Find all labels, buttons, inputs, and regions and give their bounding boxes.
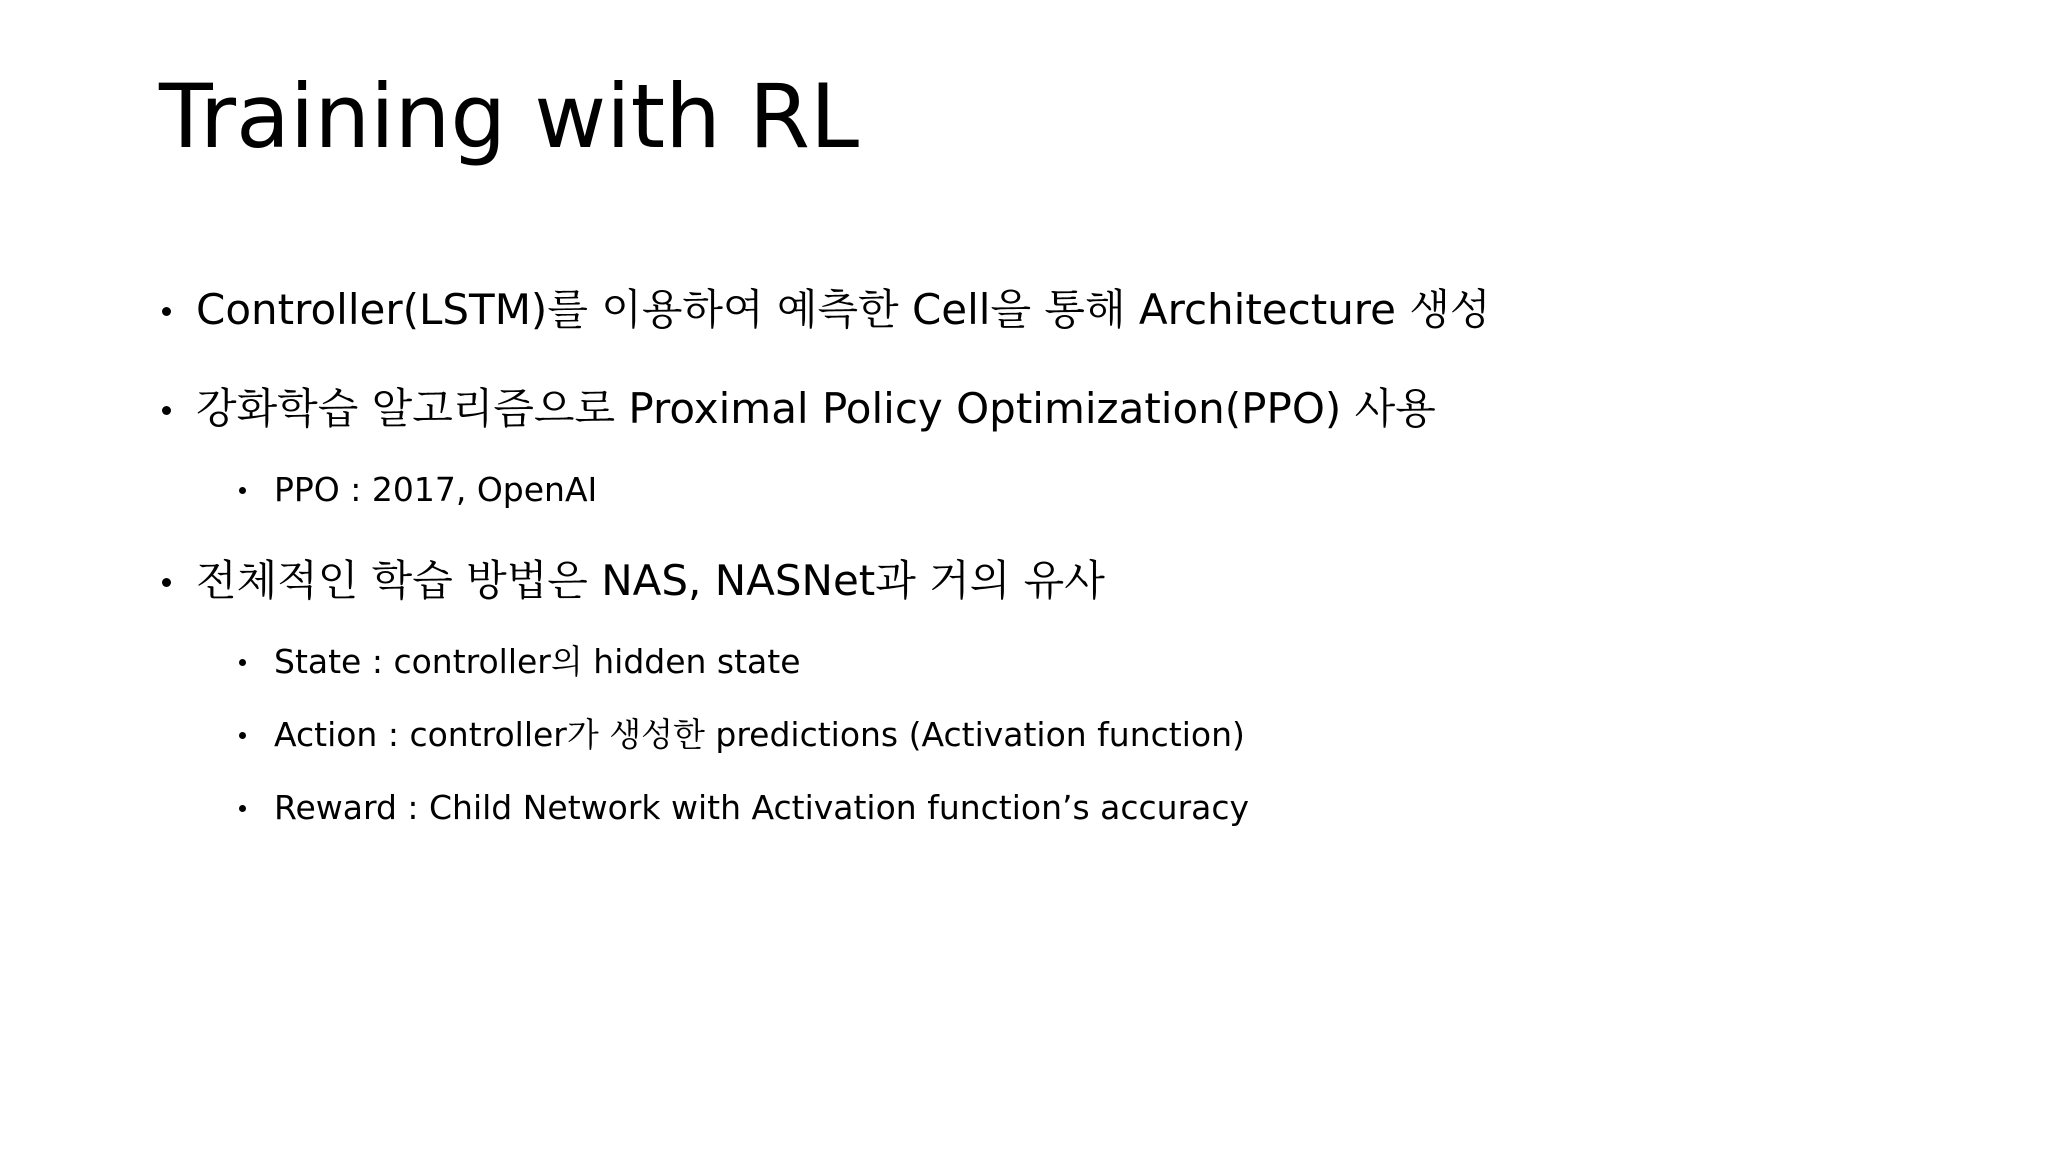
bullet-text: Reward : Child Network with Activation function’s accuracy [274, 788, 1250, 827]
sub-bullet-item [274, 786, 1249, 830]
bullet-dot-icon [239, 805, 246, 812]
sub-bullet-item [274, 640, 801, 684]
bullet-text: Controller(LSTM)를 이용하여 예측한 Cell을 통해 Architecture 생성 [196, 285, 1491, 334]
bullet-item [196, 282, 1491, 338]
bullet-dot-icon [239, 732, 246, 739]
bullet-text: State : controller의 hidden state [274, 642, 801, 681]
sub-bullet-item [274, 713, 1245, 757]
bullet-text: 강화학습 알고리즘으로 Proximal Policy Optimization(PPO) 사용 [196, 384, 1436, 433]
bullet-dot-icon [162, 578, 171, 587]
bullet-dot-icon [162, 307, 171, 316]
bullet-text: Action : controller가 생성한 predictions (Activation function) [274, 715, 1245, 754]
slide-title: Training with RL [159, 65, 860, 168]
bullet-text: PPO : 2017, OpenAI [274, 470, 598, 509]
bullet-dot-icon [239, 487, 246, 494]
sub-bullet-item [274, 468, 597, 512]
bullet-dot-icon [239, 659, 246, 666]
bullet-dot-icon [162, 406, 171, 415]
bullet-item [196, 553, 1105, 609]
bullet-text: 전체적인 학습 방법은 NAS, NASNet과 거의 유사 [196, 556, 1105, 605]
bullet-item [196, 381, 1436, 437]
